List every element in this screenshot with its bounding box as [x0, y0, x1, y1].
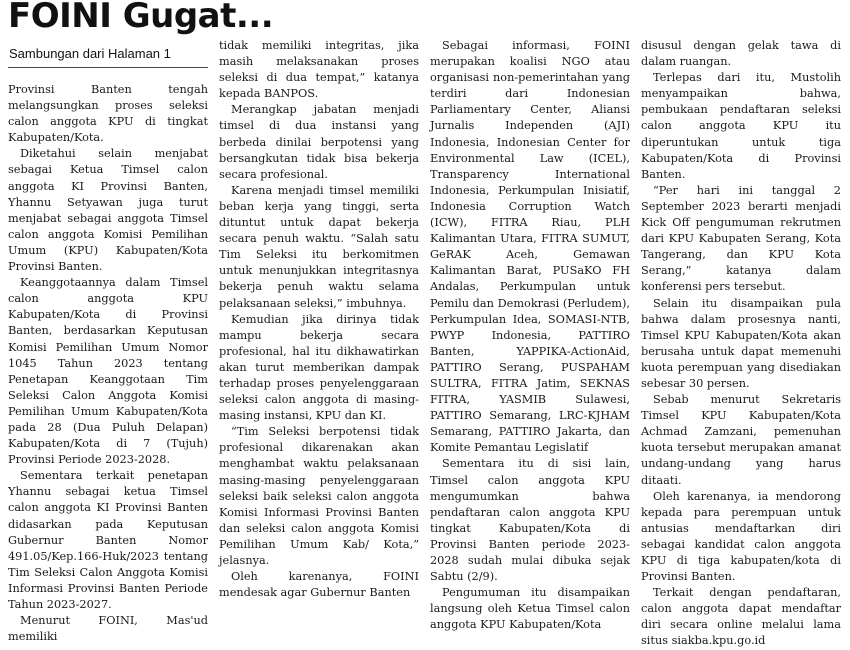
article-paragraph: Terlepas dari itu, Mustolih menyampaikan bahwa, pembukaan pendaftaran seleksi calon anggota KPU itu diperuntukan untuk tiga Kabupaten/Kota di Provinsi Banten. [641, 71, 841, 181]
article-paragraph: Provinsi Banten tengah melangsungkan proses seleksi calon anggota KPU di tingkat Kabupaten/Kota. [8, 83, 208, 145]
article-paragraph: Menurut FOINI, Mas'ud memiliki [8, 614, 208, 644]
subhead-divider [8, 67, 208, 68]
article-paragraph: Karena menjadi timsel memiliki beban kerja yang tinggi, serta dituntut untuk dapat bekerja secara penuh waktu. “Salah satu Tim Seleksi itu berkomitmen untuk menunjukkan integritasnya bekerja penuh waktu selama pelaksanaan seleksi,” imbuhnya. [219, 183, 419, 310]
article-paragraph: Pengumuman itu disampaikan langsung oleh Ketua Timsel calon anggota KPU Kabupaten/Kota [430, 586, 630, 632]
article-paragraph: disusul dengan gelak tawa di dalam ruangan. [641, 39, 841, 69]
article-paragraph: Merangkap jabatan menjadi timsel di dua instansi yang berbeda dinilai berpotensi yang bersangkutan tidak bisa bekerja secara profesional. [219, 103, 419, 181]
article-paragraph: Oleh karenanya, ia mendorong kepada para perempuan untuk antusias mendaftarkan diri sebagai kandidat calon anggota KPU di tiga kabupaten/kota di Provinsi Banten. [641, 489, 841, 584]
article-paragraph: Oleh karenanya, FOINI mendesak agar Gubernur Banten [219, 570, 419, 600]
article-paragraph: “Tim Seleksi berpotensi tidak profesional dikarenakan akan menghambat waktu pelaksanaan masing-masing penyelenggaraan seleksi baik seleksi calon anggota Komisi Informasi Provinsi Banten dan seleksi calon anggota Komisi Pemilihan Umum Kab/ Kota,” jelasnya. [219, 425, 419, 567]
article-paragraph: Diketahui selain menjabat sebagai Ketua Timsel calon anggota KI Provinsi Banten, Yhannu Setyawan juga turut menjabat sebagai anggota Timsel calon anggota Komisi Pemilihan Umum (KPU) Kabupaten/Kota Provinsi Banten. [8, 147, 208, 274]
article-paragraph: Keanggotaannya dalam Timsel calon anggota KPU Kabupaten/Kota di Provinsi Banten, berdasarkan Keputusan Komisi Pemilihan Umum Nomor 1045 Tahun 2023 tentang Penetapan Keanggotaan Tim Seleksi Calon Anggota Komisi Pemilihan Umum Kabupaten/Kota pada 28 (Dua Puluh Delapan) Kabupaten/Kota di 7 (Tujuh) Provinsi Periode 2023-2028. [8, 276, 208, 467]
article-column-2 [219, 38, 419, 600]
article-paragraph: Sementara terkait penetapan Yhannu sebagai ketua Timsel calon anggota KI Provinsi Banten didasarkan pada Keputusan Gubernur Banten Nomor 491.05/Kep.166-Huk/2023 tentang Tim Seleksi Calon Anggota Komisi Informasi Provinsi Banten Periode Tahun 2023-2027. [8, 469, 208, 611]
article-paragraph: Selain itu disampaikan pula bahwa dalam prosesnya nanti, Timsel KPU Kabupaten/Kota akan berusaha untuk dapat memenuhi kuota perempuan yang disediakan sebesar 30 persen. [641, 296, 841, 390]
article-column-4 [641, 38, 841, 648]
article-paragraph: Sebagai informasi, FOINI merupakan koalisi NGO atau organisasi non-pemerintahan yang terdiri dari Indonesian Parliamentary Center, Aliansi Jurnalis Independen (AJI) Indonesia, Indonesian Center for Environmental Law (ICEL), Transparency International Indonesia, Perkumpulan Inisiatif, Indonesia Corruption Watch (ICW), FITRA Riau, PLH Kalimantan Utara, FITRA SUMUT, GeRAK Aceh, Gemawan Kalimantan Barat, PUSaKO FH Andalas, Perkumpulan untuk Pemilu dan Demokrasi (Perludem), Perkumpulan Idea, SOMASI-NTB, PWYP Indonesia, PATTIRO Banten, YAPPIKA-ActionAid, PATTIRO Serang, PUSPAHAM SULTRA, FITRA Jatim, SEKNAS FITRA, YASMIB Sulawesi, PATTIRO Semarang, LRC-KJHAM Semarang, PATTIRO Jakarta, dan Komite Pemantau Legislatif [430, 39, 630, 455]
article-paragraph: tidak memiliki integritas, jika masih melaksanakan proses seleksi di dua tempat,” katanya kepada BANPOS. [219, 39, 419, 101]
article-paragraph: Kemudian jika dirinya tidak mampu bekerja secara profesional, hal itu dikhawatirkan akan turut memberikan dampak terhadap proses penyelenggaraan seleksi calon anggota di masing-masing instansi, KPU dan KI. [219, 312, 419, 423]
continuation-label: Sambungan dari Halaman 1 [9, 46, 171, 61]
article-headline: FOINI Gugat... [8, 0, 274, 36]
article-column-1 [8, 82, 208, 644]
article-paragraph: “Per hari ini tanggal 2 September 2023 berarti menjadi Kick Off pengumuman rekrutmen dari KPU Kabupaten Serang, Kota Tangerang, dan KPU Kota Serang,” katanya dalam konferensi pers tersebut. [641, 183, 841, 294]
article-paragraph: Terkait dengan pendaftaran, calon anggota dapat mendaftar diri secara online melalui lama situs siakba.kpu.go.id [641, 586, 841, 648]
article-paragraph: Sementara itu di sisi lain, Timsel calon anggota KPU mengumumkan bahwa pendaftaran calon anggota KPU tingkat Kabupaten/Kota di Provinsi Banten periode 2023-2028 sudah mulai dibuka sejak Sabtu (2/9). [430, 457, 630, 584]
article-paragraph: Sebab menurut Sekretaris Timsel KPU Kabupaten/Kota Achmad Zamzani, pemenuhan kuota tersebut merupakan amanat undang-undang yang harus ditaati. [641, 393, 841, 487]
article-column-3 [430, 38, 630, 632]
